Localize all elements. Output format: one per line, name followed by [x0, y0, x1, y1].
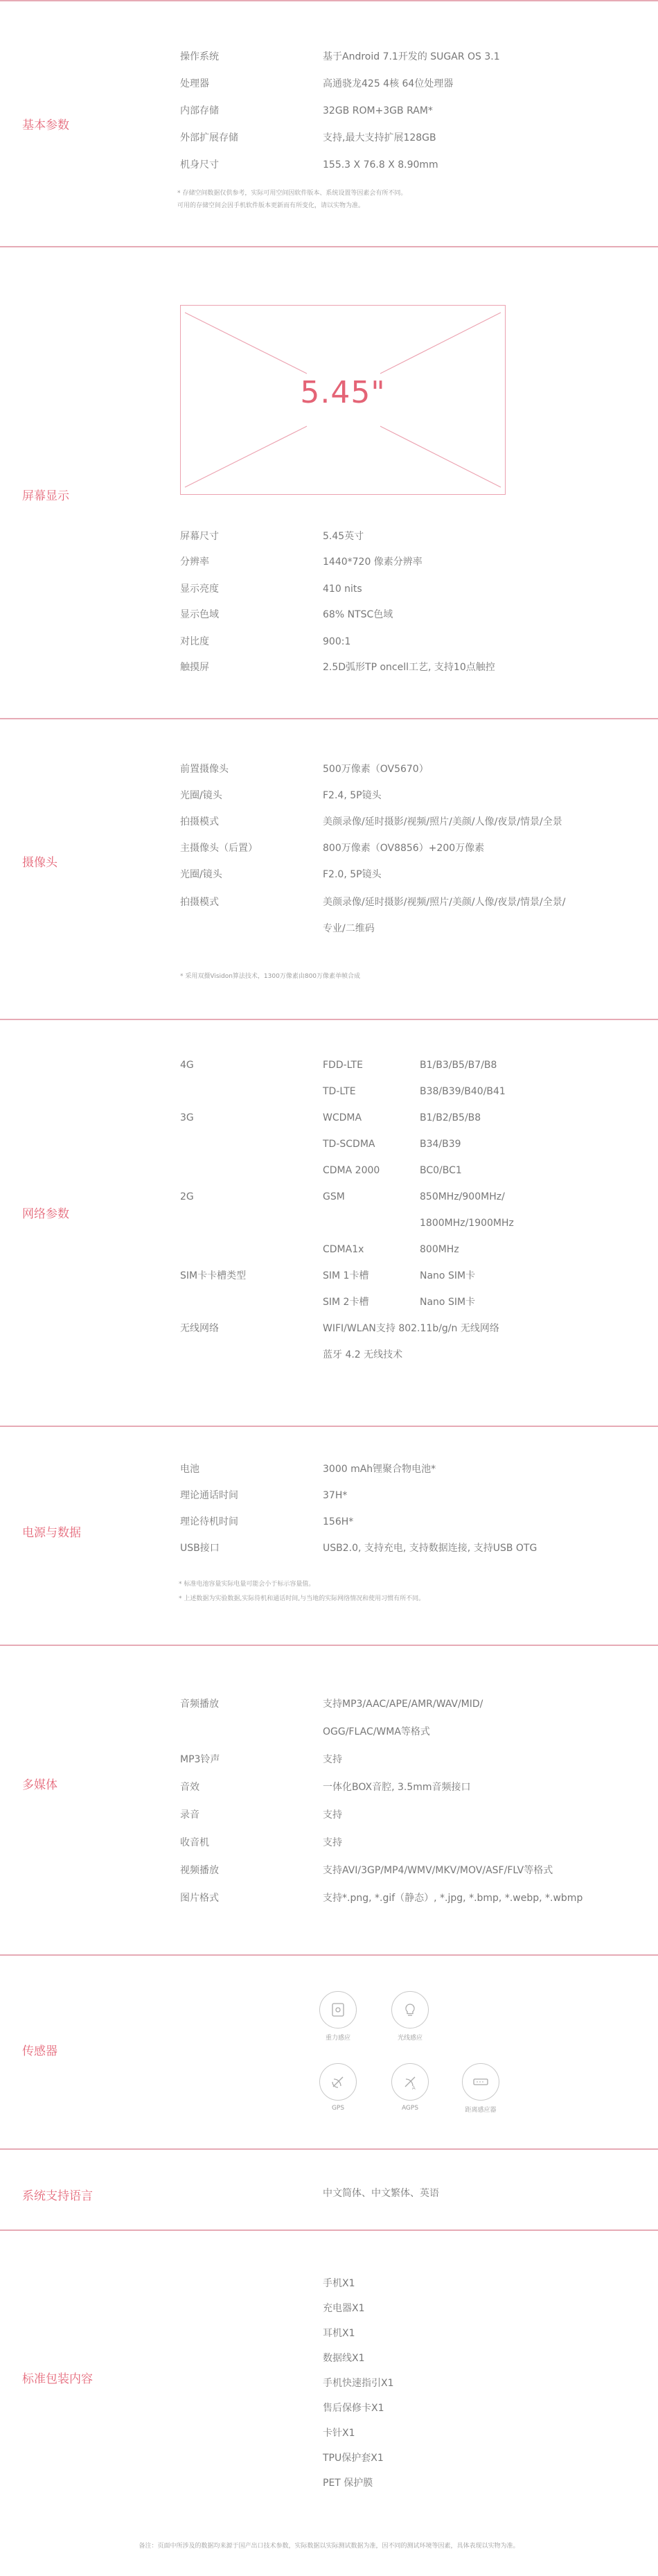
network-type: 2G — [180, 1191, 194, 1202]
sensor-label: GPS — [331, 2105, 345, 2112]
spec-label: USB接口 — [180, 1543, 220, 1554]
section-divider — [0, 2148, 658, 2150]
spec-value: 155.3 X 76.8 X 8.90mm — [323, 159, 438, 170]
spec-label: 音频播放 — [180, 1699, 219, 1710]
spec-label: 视频播放 — [180, 1865, 219, 1876]
package-item: 卡针X1 — [323, 2428, 355, 2439]
spec-value: 一体化BOX音腔, 3.5mm音频接口 — [323, 1782, 471, 1793]
spec-value: F2.4, 5P镜头 — [323, 790, 382, 801]
spec-value: 900:1 — [323, 636, 351, 647]
svg-text:A: A — [412, 2085, 416, 2091]
package-item: TPU保护套X1 — [323, 2453, 384, 2464]
sensor-label: 距离感应器 — [465, 2107, 497, 2114]
network-band: BC0/BC1 — [420, 1165, 462, 1176]
spec-value: 支持 — [323, 1754, 342, 1765]
network-type: 3G — [180, 1112, 194, 1123]
network-band: Nano SIM卡 — [420, 1297, 476, 1308]
proximity-sensor-icon — [462, 2063, 499, 2101]
spec-label: 光圈/镜头 — [180, 869, 222, 880]
network-band: B1/B2/B5/B8 — [420, 1112, 481, 1123]
spec-label: 前置摄像头 — [180, 764, 229, 775]
spec-value: 基于Android 7.1开发的 SUGAR OS 3.1 — [323, 51, 500, 62]
spec-value: 3000 mAh锂聚合物电池* — [323, 1464, 436, 1475]
network-type: SIM卡卡槽类型 — [180, 1270, 247, 1281]
section-divider — [0, 0, 658, 1]
footnote: * 上述数据为实验数据,实际待机和通话时间,与当地的实际网络情况和使用习惯有所不同。 — [179, 1595, 425, 1602]
spec-value: 5.45英寸 — [323, 531, 364, 542]
spec-value: 32GB ROM+3GB RAM* — [323, 105, 433, 116]
footnote: * 采用双摄Visidon算法技术，1300万像素由800万像素单帧合成 — [180, 973, 361, 980]
spec-label: 音效 — [180, 1782, 199, 1793]
spec-label: 录音 — [180, 1810, 199, 1821]
network-mode: WIFI/WLAN支持 802.11b/g/n 无线网络 — [323, 1323, 499, 1334]
spec-value: 37H* — [323, 1490, 348, 1501]
spec-label: 屏幕尺寸 — [180, 531, 219, 542]
spec-label: 处理器 — [180, 78, 209, 89]
spec-value: 专业/二维码 — [323, 923, 375, 934]
section-title-media: 多媒体 — [22, 1778, 57, 1792]
section-divider — [0, 2229, 658, 2231]
network-mode: TD-SCDMA — [323, 1139, 375, 1150]
network-band: B1/B3/B5/B7/B8 — [420, 1060, 497, 1071]
sensor-label: AGPS — [401, 2105, 419, 2112]
spec-label: 内部存储 — [180, 105, 219, 116]
section-title-camera: 摄像头 — [22, 856, 57, 870]
network-band: B38/B39/B40/B41 — [420, 1086, 506, 1097]
section-divider — [0, 1645, 658, 1646]
package-item: 耳机X1 — [323, 2328, 355, 2339]
sensor-item — [461, 2063, 500, 2114]
package-item: 数据线X1 — [323, 2353, 365, 2364]
network-mode: SIM 2卡槽 — [323, 1297, 369, 1308]
section-title-sensor: 传感器 — [22, 2044, 57, 2058]
network-band: 800MHz — [420, 1244, 459, 1255]
spec-value: 1440*720 像素分辨率 — [323, 557, 423, 568]
spec-value: OGG/FLAC/WMA等格式 — [323, 1726, 430, 1737]
sensor-item — [319, 1991, 357, 2042]
spec-label: 电池 — [180, 1464, 199, 1475]
section-title-basic: 基本参数 — [22, 119, 69, 132]
spec-value: 156H* — [323, 1516, 354, 1527]
agps-icon — [391, 2063, 429, 2101]
spec-value: 支持*.png, *.gif（静态）, *.jpg, *.bmp, *.webp, *.wbmp — [323, 1893, 583, 1904]
spec-value: F2.0, 5P镜头 — [323, 869, 382, 880]
gravity-sensor-icon — [319, 1991, 357, 2029]
network-band: 1800MHz/1900MHz — [420, 1218, 514, 1229]
package-item: 充电器X1 — [323, 2303, 365, 2314]
spec-label: 显示色域 — [180, 609, 219, 620]
sensor-item — [391, 2063, 429, 2112]
spec-value: 支持AVI/3GP/MP4/WMV/MKV/MOV/ASF/FLV等格式 — [323, 1865, 553, 1876]
package-item: 手机X1 — [323, 2278, 355, 2289]
spec-value: 美颜录像/延时摄影/视频/照片/美颜/人像/夜景/情景/全景 — [323, 816, 562, 827]
footnote: * 标准电池容量实际电量可能会小于标示容量值。 — [179, 1581, 315, 1588]
network-mode: 蓝牙 4.2 无线技术 — [323, 1349, 403, 1360]
section-title-power: 电源与数据 — [22, 1526, 81, 1540]
spec-label: 对比度 — [180, 636, 209, 647]
network-mode: FDD-LTE — [323, 1060, 363, 1071]
sensor-item — [391, 1991, 429, 2042]
spec-label: MP3铃声 — [180, 1754, 220, 1765]
package-item: 售后保修卡X1 — [323, 2403, 384, 2414]
section-divider — [0, 1019, 658, 1020]
spec-value: 美颜录像/延时摄影/视频/照片/美颜/人像/夜景/情景/全景/ — [323, 897, 566, 908]
network-band: Nano SIM卡 — [420, 1270, 476, 1281]
section-divider — [0, 718, 658, 719]
section-divider — [0, 246, 658, 247]
network-type: 无线网络 — [180, 1323, 219, 1334]
spec-value: 2.5D弧形TP oncell工艺, 支持10点触控 — [323, 662, 495, 673]
spec-label: 拍摄模式 — [180, 897, 219, 908]
spec-label: 外部扩展存储 — [180, 132, 238, 143]
sensor-item — [319, 2063, 357, 2112]
sensor-label: 重力感应 — [325, 2035, 350, 2042]
spec-label: 分辨率 — [180, 557, 209, 568]
screen-size-label: 5.45" — [300, 375, 386, 410]
gps-icon — [319, 2063, 357, 2101]
spec-value: 支持 — [323, 1810, 342, 1821]
network-mode: SIM 1卡槽 — [323, 1270, 369, 1281]
section-title-network: 网络参数 — [22, 1207, 69, 1221]
spec-value: 410 nits — [323, 584, 362, 595]
footer-disclaimer: 备注：页面中所涉及的数据均来源于国产出口技术参数，实际数据以实际测试数据为准，因不同的测试环境等因素，具体表现以实物为准。 — [139, 2543, 519, 2550]
package-item: PET 保护膜 — [323, 2478, 373, 2489]
network-mode: WCDMA — [323, 1112, 362, 1123]
spec-value: 高通骁龙425 4核 64位处理器 — [323, 78, 454, 89]
light-sensor-icon — [391, 1991, 429, 2029]
spec-label: 显示亮度 — [180, 584, 219, 595]
spec-label: 理论通话时间 — [180, 1490, 238, 1501]
network-mode: GSM — [323, 1191, 345, 1202]
spec-label: 拍摄模式 — [180, 816, 219, 827]
network-band: B34/B39 — [420, 1139, 461, 1150]
language-value: 中文简体、中文繁体、英语 — [323, 2188, 439, 2199]
footnote: 可用的存储空间会因手机软件版本更新而有所变化，请以实物为准。 — [177, 202, 365, 209]
spec-label: 理论待机时间 — [180, 1516, 238, 1527]
footnote: * 存储空间数据仅供参考，实际可用空间因软件版本、系统设置等因素会有所不同。 — [177, 190, 407, 197]
spec-value: USB2.0, 支持充电, 支持数据连接, 支持USB OTG — [323, 1543, 537, 1554]
spec-label: 收音机 — [180, 1837, 209, 1848]
screen-size-diagram — [180, 305, 506, 495]
package-item: 手机快速指引X1 — [323, 2378, 394, 2389]
spec-value: 支持 — [323, 1837, 342, 1848]
spec-value: 500万像素（OV5670） — [323, 764, 429, 775]
spec-label: 触摸屏 — [180, 662, 209, 673]
network-type: 4G — [180, 1060, 194, 1071]
section-title-screen: 屏幕显示 — [22, 489, 69, 503]
spec-value: 800万像素（OV8856）+200万像素 — [323, 843, 485, 854]
spec-label: 机身尺寸 — [180, 159, 219, 170]
spec-value: 支持MP3/AAC/APE/AMR/WAV/MID/ — [323, 1699, 483, 1710]
network-mode: CDMA1x — [323, 1244, 364, 1255]
spec-value: 支持,最大支持扩展128GB — [323, 132, 436, 143]
network-mode: CDMA 2000 — [323, 1165, 380, 1176]
spec-label: 光圈/镜头 — [180, 790, 222, 801]
sensor-label: 光线感应 — [397, 2035, 423, 2042]
network-band: 850MHz/900MHz/ — [420, 1191, 505, 1202]
section-title-lang: 系统支持语言 — [22, 2189, 93, 2203]
spec-label: 操作系统 — [180, 51, 219, 62]
spec-label: 图片格式 — [180, 1893, 219, 1904]
spec-label: 主摄像头（后置） — [180, 843, 258, 854]
section-divider — [0, 1954, 658, 1956]
section-title-package: 标准包装内容 — [22, 2372, 93, 2386]
spec-value: 68% NTSC色域 — [323, 609, 393, 620]
section-divider — [0, 1426, 658, 1427]
network-mode: TD-LTE — [323, 1086, 356, 1097]
